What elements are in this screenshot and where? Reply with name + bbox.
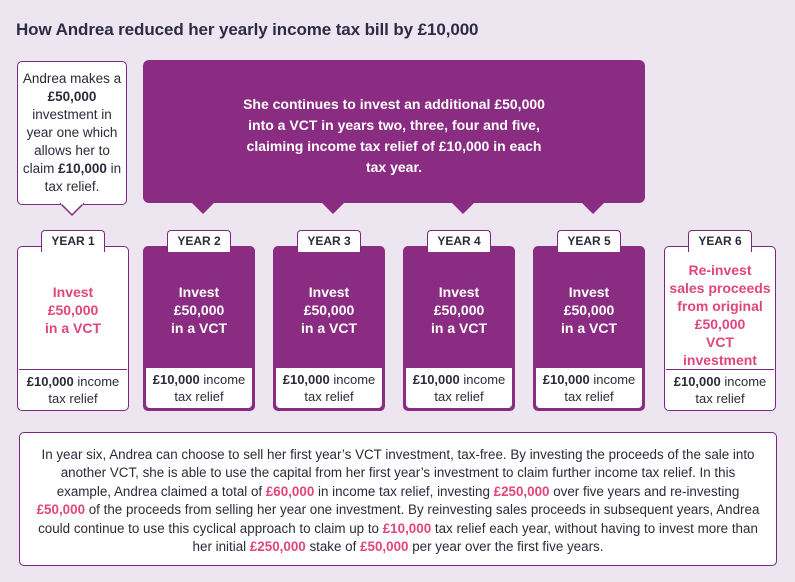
- year-card-6: [664, 246, 776, 411]
- year-action-line: VCT: [705, 334, 734, 350]
- summary-highlight: £50,000: [360, 539, 409, 555]
- intro-text-part: in tax relief.: [44, 161, 122, 194]
- relief-label: tax relief: [564, 389, 614, 404]
- year-action-line: £50,000: [563, 302, 615, 318]
- year-action: [665, 247, 775, 368]
- relief-amount: £10,000: [26, 374, 74, 389]
- year-action: [404, 247, 514, 365]
- year-label: YEAR 4: [427, 230, 491, 252]
- relief-label: tax relief: [174, 389, 224, 404]
- year-action: [18, 247, 128, 365]
- intro-text-part: Andrea makes a: [22, 71, 122, 86]
- year-relief: [536, 368, 642, 408]
- relief-label: income: [720, 374, 767, 389]
- summary-part: of the proceeds from selling her year one investment. By reinvesting sales proceeds in subsequent years, Andrea could continue to use this cyclical approach to claim up to: [38, 502, 760, 536]
- year-card-4: [403, 246, 515, 411]
- year-action-line: from original: [677, 298, 763, 314]
- year-card-3: [273, 246, 385, 411]
- relief-label: income: [589, 372, 636, 387]
- summary-highlight: £250,000: [249, 539, 306, 555]
- summary-part: In year six, Andrea can choose to sell her first year’s VCT investment, tax-free. By investing the proceeds of the sale into another VCT, she is able to use the capital from her first year’s investment to claim further income tax relief. In this example, Andrea claimed a total of: [41, 447, 755, 499]
- year-action-line: in a VCT: [170, 320, 227, 336]
- continue-callout-pointers: [143, 202, 645, 216]
- year-card-2: [143, 246, 255, 411]
- summary-highlight: £50,000: [36, 502, 86, 518]
- year-action-line: in a VCT: [44, 320, 101, 336]
- year-action-line: investment: [683, 352, 757, 368]
- year-action-line: £50,000: [433, 302, 485, 318]
- summary-highlight: £60,000: [265, 483, 315, 499]
- summary-box: [19, 432, 777, 566]
- year-action: [144, 247, 254, 365]
- intro-relief: £10,000: [58, 161, 107, 176]
- summary-part: over five years and re-investing: [549, 483, 740, 499]
- relief-amount: £10,000: [542, 372, 590, 387]
- year-action-line: Invest: [438, 284, 480, 300]
- year-action-line: Invest: [178, 284, 220, 300]
- year-label: YEAR 5: [557, 230, 621, 252]
- year-action-line: in a VCT: [430, 320, 487, 336]
- relief-amount: £10,000: [673, 374, 721, 389]
- year-action-line: sales proceeds: [669, 280, 771, 296]
- year-action-line: Invest: [568, 284, 610, 300]
- summary-part: stake of: [305, 539, 361, 555]
- year-card-5: [533, 246, 645, 411]
- summary-part: per year over the first five years.: [408, 539, 604, 555]
- relief-amount: £10,000: [412, 372, 460, 387]
- relief-label: tax relief: [48, 391, 98, 406]
- intro-callout: [17, 61, 127, 205]
- year-label: YEAR 6: [688, 230, 752, 252]
- relief-amount: £10,000: [282, 372, 330, 387]
- page-title: How Andrea reduced her yearly income tax bill by £10,000: [16, 20, 479, 39]
- year-card-1: [17, 246, 129, 411]
- relief-label: income: [199, 372, 246, 387]
- year-relief: [146, 368, 252, 408]
- year-action-line: Invest: [308, 284, 350, 300]
- year-action-line: £50,000: [694, 316, 746, 332]
- relief-label: income: [73, 374, 120, 389]
- year-label: YEAR 1: [41, 230, 105, 252]
- year-relief: [406, 368, 512, 408]
- relief-label: income: [459, 372, 506, 387]
- summary-part: in income tax relief, investing: [314, 483, 494, 499]
- year-action-line: £50,000: [173, 302, 225, 318]
- year-action-line: Invest: [52, 284, 94, 300]
- year-label: YEAR 2: [167, 230, 231, 252]
- relief-label: income: [329, 372, 376, 387]
- summary-text: [34, 446, 762, 556]
- continue-text: She continues to invest an additional £50,000 into a VCT in years two, three, four and five, claiming income tax relief of £10,000 in each tax year.: [243, 96, 545, 175]
- continue-callout: [143, 60, 645, 203]
- year-relief: [666, 369, 774, 409]
- year-action-line: in a VCT: [560, 320, 617, 336]
- relief-label: tax relief: [434, 389, 484, 404]
- year-action-line: £50,000: [47, 302, 99, 318]
- summary-part: tax relief each year, without having to invest more than her initial: [192, 520, 758, 555]
- year-relief: [19, 369, 127, 409]
- intro-text-part: investment in year one which allows her to claim: [22, 107, 118, 176]
- year-action: [534, 247, 644, 365]
- relief-label: tax relief: [695, 391, 745, 406]
- year-action-line: Re-invest: [688, 262, 752, 278]
- summary-highlight: £10,000: [382, 520, 432, 536]
- year-label: YEAR 3: [297, 230, 361, 252]
- relief-amount: £10,000: [152, 372, 200, 387]
- year-action-line: in a VCT: [300, 320, 357, 336]
- relief-label: tax relief: [304, 389, 354, 404]
- summary-highlight: £250,000: [493, 483, 550, 499]
- intro-text: [18, 70, 126, 196]
- year-relief: [276, 368, 382, 408]
- intro-callout-pointer: [60, 203, 84, 217]
- year-action: [274, 247, 384, 365]
- intro-amount: £50,000: [47, 89, 97, 104]
- year-action-line: £50,000: [303, 302, 355, 318]
